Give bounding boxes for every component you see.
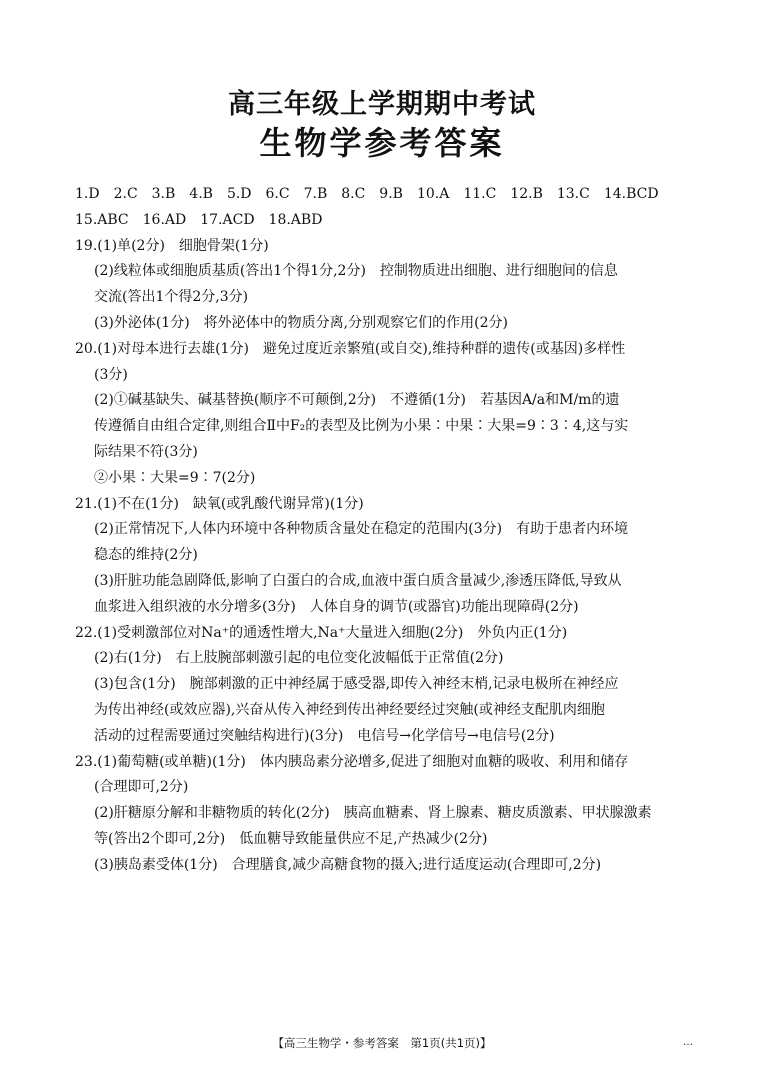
answer-line-q22-1: 22.(1)受刺激部位对Na⁺的通透性增大,Na⁺大量进入细胞(2分) 外负内正(1分) (75, 624, 568, 641)
answer-line-q22-5: 活动的过程需要通过突触结构进行)(3分) 电信号→化学信号→电信号(2分) (94, 727, 555, 744)
answer-line-q21-4: (3)肝脏功能急剧降低,影响了白蛋白的合成,血液中蛋白质含量减少,渗透压降低,导致从 (94, 572, 622, 589)
answer-line-q23-3: (2)肝糖原分解和非糖物质的转化(2分) 胰高血糖素、肾上腺素、糖皮质激素、甲状腺激素 (94, 805, 652, 822)
answer-line-q19-4: (3)外泌体(1分) 将外泌体中的物质分离,分别观察它们的作用(2分) (94, 314, 508, 331)
answer-line-q23-2: (合理即可,2分) (94, 779, 189, 796)
answer-line-q21-3: 稳态的维持(2分) (94, 547, 198, 564)
answer-line-q21-2: (2)正常情况下,人体内环境中各种物质含量处在稳定的范围内(3分) 有助于患者内环境 (94, 521, 629, 538)
footer-mark: … (683, 1037, 693, 1048)
page-footer: 【高三生物学・参考答案 第1页(共1页)】 (272, 1036, 492, 1050)
answer-line-q19-1: 19.(1)单(2分) 细胞骨架(1分) (75, 237, 269, 254)
answer-line-q22-2: (2)右(1分) 右上肢腕部刺激引起的电位变化波幅低于正常值(2分) (94, 650, 504, 667)
answer-line-q23-4: 等(答出2个即可,2分) 低血糖导致能量供应不足,产热减少(2分) (94, 830, 488, 847)
answer-line-q19-2: (2)线粒体或细胞质基质(答出1个得1分,2分) 控制物质进出细胞、进行细胞间的信息 (94, 263, 618, 280)
answer-line-q23-1: 23.(1)葡萄糖(或单糖)(1分) 体内胰岛素分泌增多,促进了细胞对血糖的吸收、利用和储存 (75, 753, 629, 770)
answer-line-choice-2: 15.ABC 16.AD 17.ACD 18.ABD (75, 211, 323, 228)
exam-title: 高三年级上学期期中考试 (228, 89, 536, 120)
answer-line-choice-1: 1.D 2.C 3.B 4.B 5.D 6.C 7.B 8.C 9.B 10.A 11.C 12.B 13.C 14.BCD (75, 186, 659, 202)
answer-line-q20-3: (2)①碱基缺失、碱基替换(顺序不可颠倒,2分) 不遵循(1分) 若基因A/a和M/m的遗 (94, 392, 620, 409)
answer-line-q21-1: 21.(1)不在(1分) 缺氧(或乳酸代谢异常)(1分) (75, 495, 364, 512)
answer-content (75, 182, 695, 879)
answer-line-q22-3: (3)包含(1分) 腕部刺激的正中神经属于感受器,即传入神经末梢,记录电极所在神经应 (94, 676, 619, 693)
answer-key-title: 生物学参考答案 (259, 124, 505, 162)
answer-line-q20-1: 20.(1)对母本进行去雄(1分) 避免过度近亲繁殖(或自交),维持种群的遗传(或基因)多样性 (75, 340, 626, 357)
answer-line-q19-3: 交流(答出1个得2分,3分) (94, 289, 249, 306)
answer-line-q20-4: 传遵循自由组合定律,则组合Ⅱ中F₂的表型及比例为小果∶中果∶大果=9∶3∶4,这与实 (94, 418, 629, 435)
answer-line-q21-5: 血浆进入组织液的水分增多(3分) 人体自身的调节(或器官)功能出现障碍(2分) (94, 598, 579, 615)
answer-line-q20-2: (3分) (94, 366, 128, 383)
answer-line-q22-4: 为传出神经(或效应器),兴奋从传入神经到传出神经要经过突触(或神经支配肌肉细胞 (94, 701, 605, 718)
answer-line-q23-5: (3)胰岛素受体(1分) 合理膳食,减少高糖食物的摄入;进行适度运动(合理即可,2分) (94, 856, 602, 873)
answer-line-q20-6: ②小果∶大果=9∶7(2分) (94, 469, 256, 486)
answer-line-q20-5: 际结果不符(3分) (94, 443, 198, 460)
